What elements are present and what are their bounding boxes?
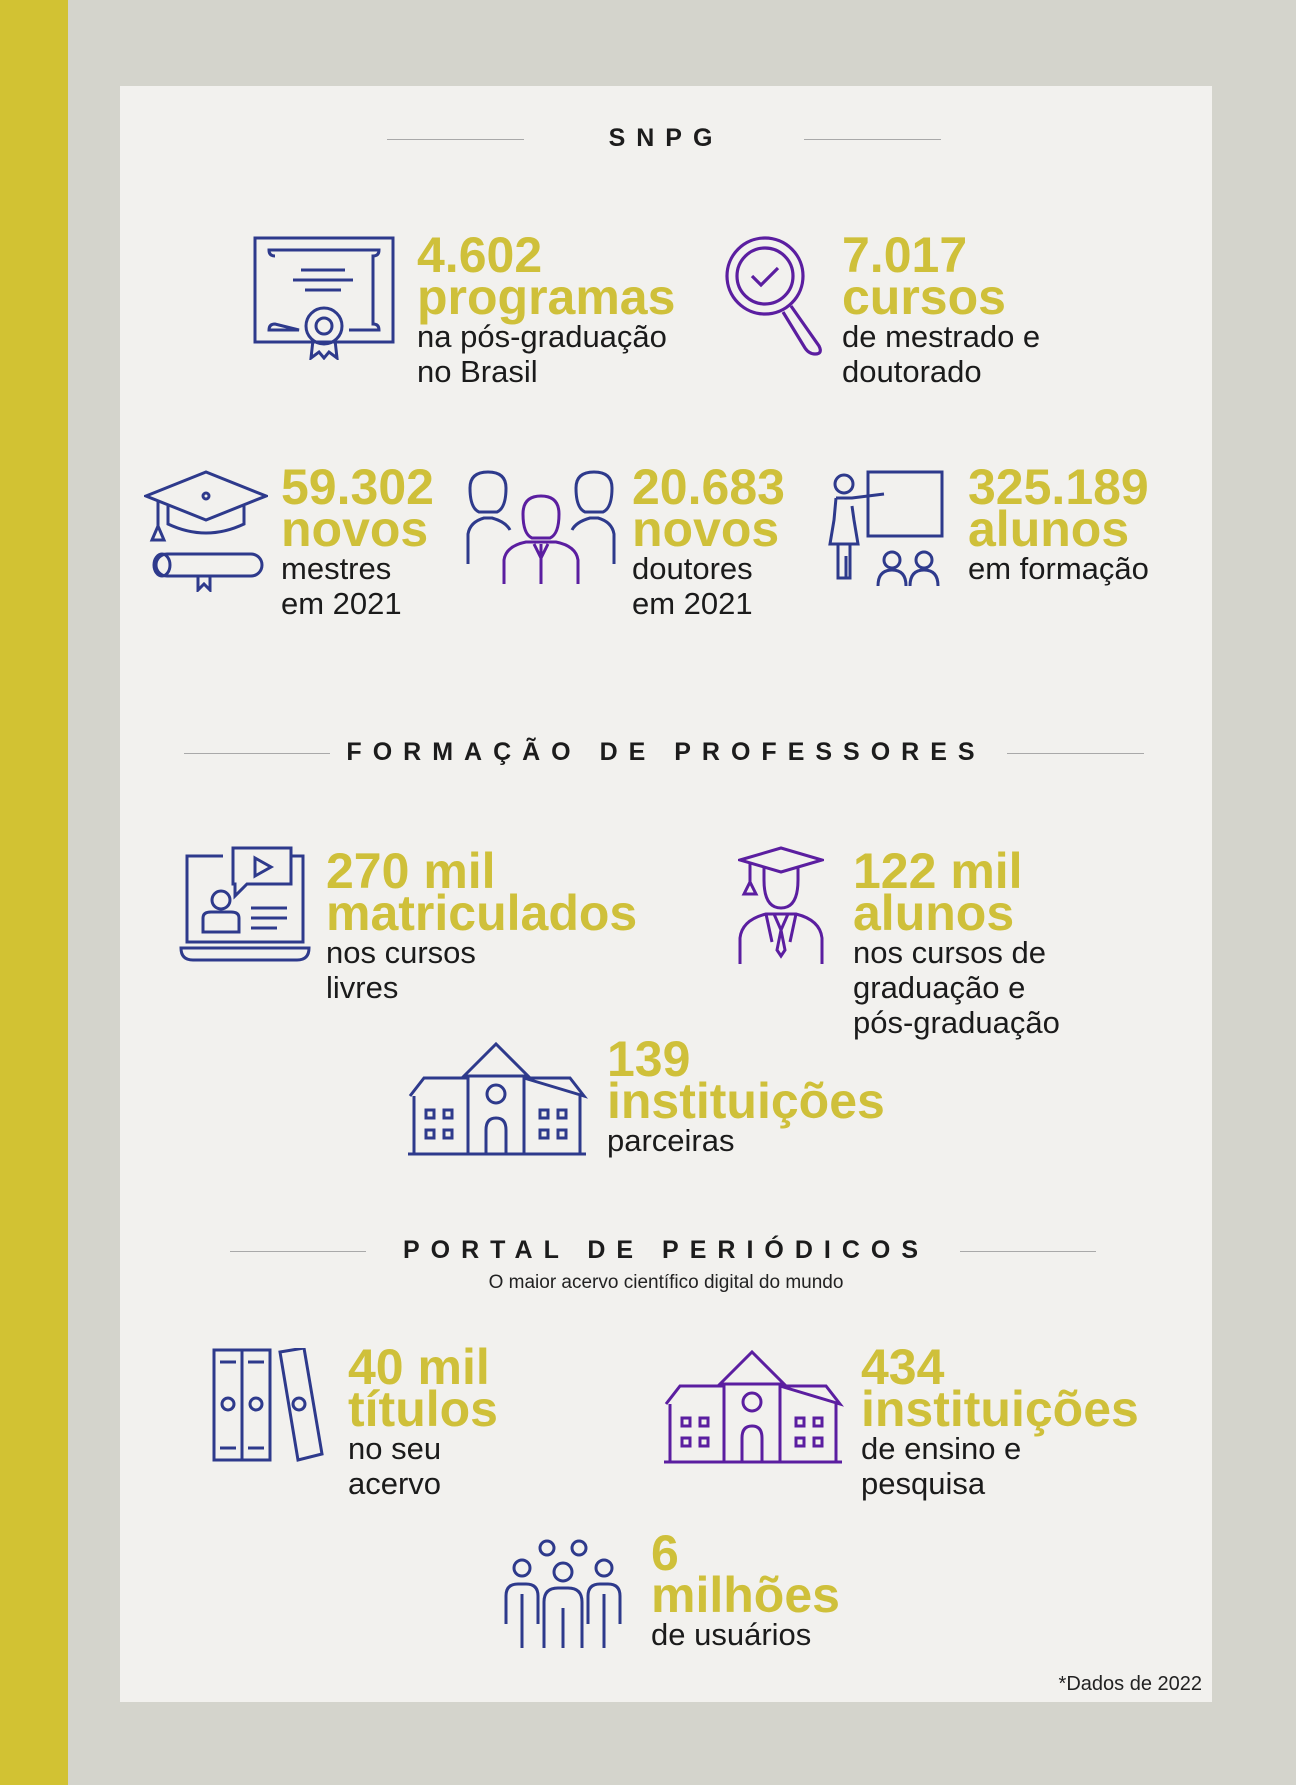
stat-number: 20.683 [632,459,785,515]
stat-unit: instituições [861,1381,1139,1437]
stat-unit: instituições [607,1073,885,1129]
stat-usuarios [651,1525,840,1652]
stat-description: parceiras [607,1123,735,1158]
stat-doutores [632,459,785,621]
stat-unit: programas [417,269,676,325]
graduate-student-icon [738,846,824,966]
stat-description: nos cursos de [853,935,1046,970]
infographic-card [120,86,1212,1702]
teacher-board-icon [828,470,946,590]
stat-mestres [281,459,434,621]
stat-number: 434 [861,1339,945,1395]
stat-description: de usuários [651,1617,812,1652]
stat-number: 59.302 [281,459,434,515]
stat-number: 7.017 [842,227,968,283]
stat-cursos [842,227,1041,389]
crowd-icon [504,1538,622,1650]
stat-alunos-formacao [968,459,1149,586]
footnote: *Dados de 2022 [1058,1673,1202,1695]
stat-description: graduação e [853,970,1026,1005]
stat-unit: alunos [853,885,1015,941]
stat-alunos-graduacao [853,843,1060,1040]
stat-description: livres [326,970,399,1005]
stat-unit: cursos [842,269,1006,325]
stat-instituicoes-parceiras [607,1031,885,1158]
stat-number: 139 [607,1031,691,1087]
section-title-snpg: SNPG [608,124,724,152]
online-course-icon [179,846,311,964]
stat-number: 325.189 [968,459,1149,515]
stat-description: nos cursos [326,935,476,970]
stat-description: em formação [968,551,1149,586]
stat-description: acervo [348,1466,442,1501]
section-title-portal: PORTAL DE PERIÓDICOS [402,1236,930,1264]
stat-number: 4.602 [417,227,543,283]
institution-building-icon [406,1040,588,1156]
stat-number: 6 [651,1525,679,1581]
graduation-cap-diploma-icon [144,470,268,592]
section-title-formacao: FORMAÇÃO DE PROFESSORES [346,738,986,766]
certificate-icon [253,236,397,360]
stat-number: 40 mil [348,1339,490,1395]
stat-unit: milhões [651,1567,840,1623]
stat-description: na pós-graduação [417,319,667,354]
stat-unit: novos [281,501,429,557]
stat-description: no seu [348,1431,442,1466]
binders-icon [212,1348,324,1462]
stat-description: de mestrado e [842,319,1041,354]
stat-description: em 2021 [281,586,402,621]
stat-number: 270 mil [326,843,496,899]
stat-description: no Brasil [417,354,538,389]
people-group-icon [466,468,616,586]
stat-unit: matriculados [326,885,638,941]
stat-description: doutorado [842,354,982,389]
stat-description: pesquisa [861,1466,986,1501]
stat-unit: novos [632,501,780,557]
left-accent-bar [0,0,68,1785]
magnifier-check-icon [723,234,827,356]
stat-matriculados [326,843,638,1005]
stat-unit: alunos [968,501,1130,557]
stat-programas [417,227,676,389]
stat-number: 122 mil [853,843,1023,899]
stat-description: doutores [632,551,753,586]
stat-instituicoes-ensino [861,1339,1139,1501]
stat-description: de ensino e [861,1431,1022,1466]
stat-unit: títulos [348,1381,498,1437]
stat-description: mestres [281,551,392,586]
section-subtitle: O maior acervo científico digital do mundo [488,1272,844,1293]
stat-description: pós-graduação [853,1005,1060,1040]
university-building-icon [662,1348,844,1464]
stat-description: em 2021 [632,586,753,621]
stat-titulos [348,1339,498,1501]
